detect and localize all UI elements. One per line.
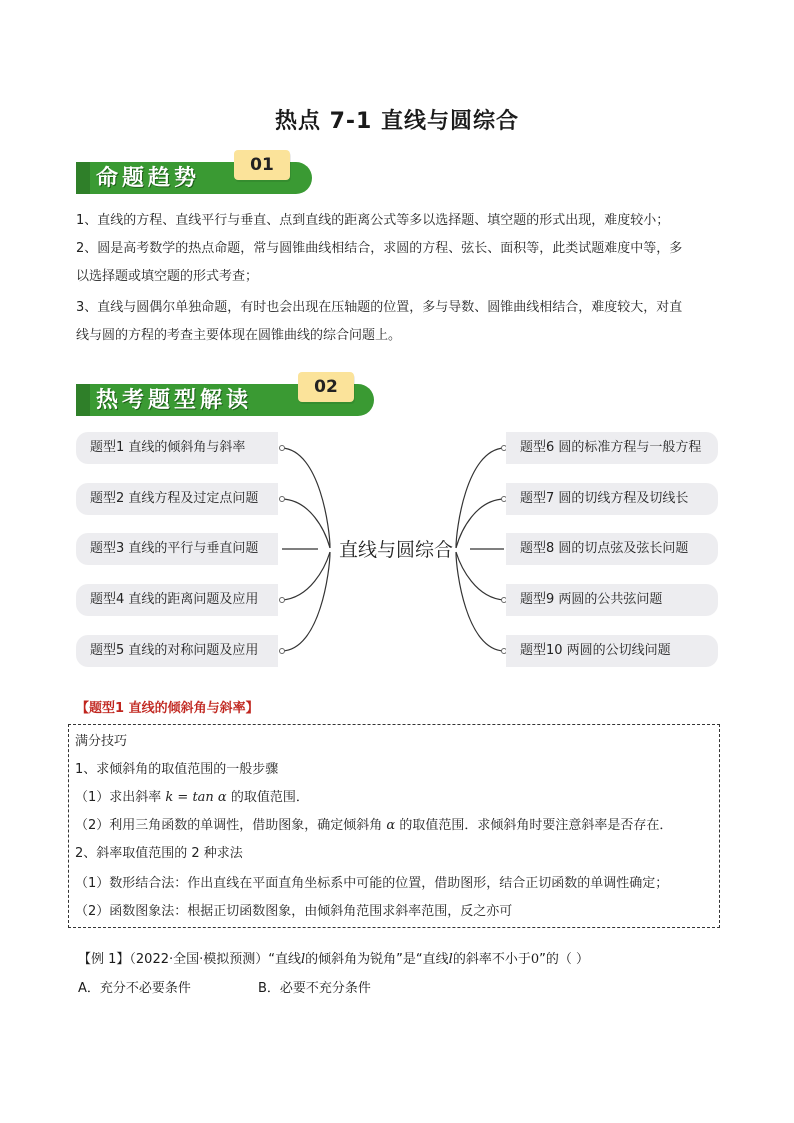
mindmap-left-item-5[interactable]: 题型5 直线的对称问题及应用 xyxy=(76,635,278,667)
banner-label: 热考题型解读 xyxy=(96,387,253,413)
mindmap-right-item-5[interactable]: 题型10 两圆的公切线问题 xyxy=(506,635,718,667)
tips-line-3 xyxy=(75,817,672,835)
tips-line-2-post: 的取值范围． xyxy=(226,790,309,805)
example-suffix: ”的（ ） xyxy=(539,952,589,967)
connector-right-1 xyxy=(456,448,504,548)
example-1 xyxy=(78,951,589,969)
node-dot xyxy=(280,446,285,451)
mindmap-right-item-3[interactable]: 题型8 圆的切点弦及弦长问题 xyxy=(506,533,718,565)
banner-label: 命题趋势 xyxy=(96,165,201,191)
example-prefix: 【例 1】（2022·全国·模拟预测）“直线 xyxy=(78,952,301,967)
connector-left-5 xyxy=(282,552,330,651)
var-l: l xyxy=(301,952,306,967)
tips-title: 满分技巧 xyxy=(75,734,128,749)
trend-paragraph-3b: 线与圆的方程的考查主要体现在圆锥曲线的综合问题上。 xyxy=(76,328,402,343)
tips-line-2 xyxy=(75,789,309,807)
mindmap-right-item-4[interactable]: 题型9 两圆的公共弦问题 xyxy=(506,584,718,616)
example-mid2: 的斜率不小于 xyxy=(452,952,531,967)
mindmap-right-item-2[interactable]: 题型7 圆的切线方程及切线长 xyxy=(506,483,718,515)
var-l: l xyxy=(448,952,453,967)
tips-line-4: 2、斜率取值范围的 2 种求法 xyxy=(75,846,243,861)
tips-line-3-post: 的取值范围．求倾斜角时要注意斜率是否存在． xyxy=(395,818,673,833)
connector-left-1 xyxy=(282,448,330,548)
example-mid: 的倾斜角为锐角”是“直线 xyxy=(305,952,449,967)
mindmap-left-item-4[interactable]: 题型4 直线的距离问题及应用 xyxy=(76,584,278,616)
option-b[interactable]: B．必要不充分条件 xyxy=(258,981,371,996)
tips-line-1: 1、求倾斜角的取值范围的一般步骤 xyxy=(75,762,279,777)
banner-number: 02 xyxy=(298,372,354,402)
trend-paragraph-3a: 3、直线与圆偶尔单独命题，有时也会出现在压轴题的位置，多与导数、圆锥曲线相结合，难度较大，对直 xyxy=(76,300,683,315)
page-title: 热点 7-1 直线与圆综合 xyxy=(274,109,520,134)
tips-line-5: （1）数形结合法：作出直线在平面直角坐标系中可能的位置，借助图形，结合正切函数的单调性确定； xyxy=(75,876,669,891)
node-dot xyxy=(280,598,285,603)
trend-paragraph-2a: 2、圆是高考数学的热点命题，常与圆锥曲线相结合，求圆的方程、弦长、面积等，此类试题难度中等，多 xyxy=(76,241,683,256)
node-dot xyxy=(280,497,285,502)
node-dot xyxy=(280,649,285,654)
trend-paragraph-2b: 以选择题或填空题的形式考查； xyxy=(76,269,259,284)
mindmap-right-item-1[interactable]: 题型6 圆的标准方程与一般方程 xyxy=(506,432,718,464)
trend-paragraph-1: 1、直线的方程、直线平行与垂直、点到直线的距离公式等多以选择题、填空题的形式出现，难度较小； xyxy=(76,213,670,228)
mindmap-left-item-1[interactable]: 题型1 直线的倾斜角与斜率 xyxy=(76,432,278,464)
zero-value: 0 xyxy=(530,952,540,967)
connector-right-5 xyxy=(456,552,504,651)
type1-heading: 【题型1 直线的倾斜角与斜率】 xyxy=(76,701,259,716)
tips-line-6: （2）函数图象法：根据正切函数图象，由倾斜角范围求斜率范围，反之亦可 xyxy=(75,904,513,919)
tips-line-3-pre: （2）利用三角函数的单调性，借助图象，确定倾斜角 xyxy=(75,818,387,833)
tips-line-2-pre: （1）求出斜率 xyxy=(75,790,166,805)
mindmap-left-item-3[interactable]: 题型3 直线的平行与垂直问题 xyxy=(76,533,278,565)
tips-box xyxy=(68,724,720,928)
mindmap-left-item-2[interactable]: 题型2 直线方程及过定点问题 xyxy=(76,483,278,515)
mindmap-center: 直线与圆综合 xyxy=(338,539,453,561)
banner-number: 01 xyxy=(234,150,290,180)
slope-formula: k = tan α xyxy=(165,790,227,805)
option-a[interactable]: A．充分不必要条件 xyxy=(78,981,191,996)
alpha-symbol: α xyxy=(386,818,396,833)
